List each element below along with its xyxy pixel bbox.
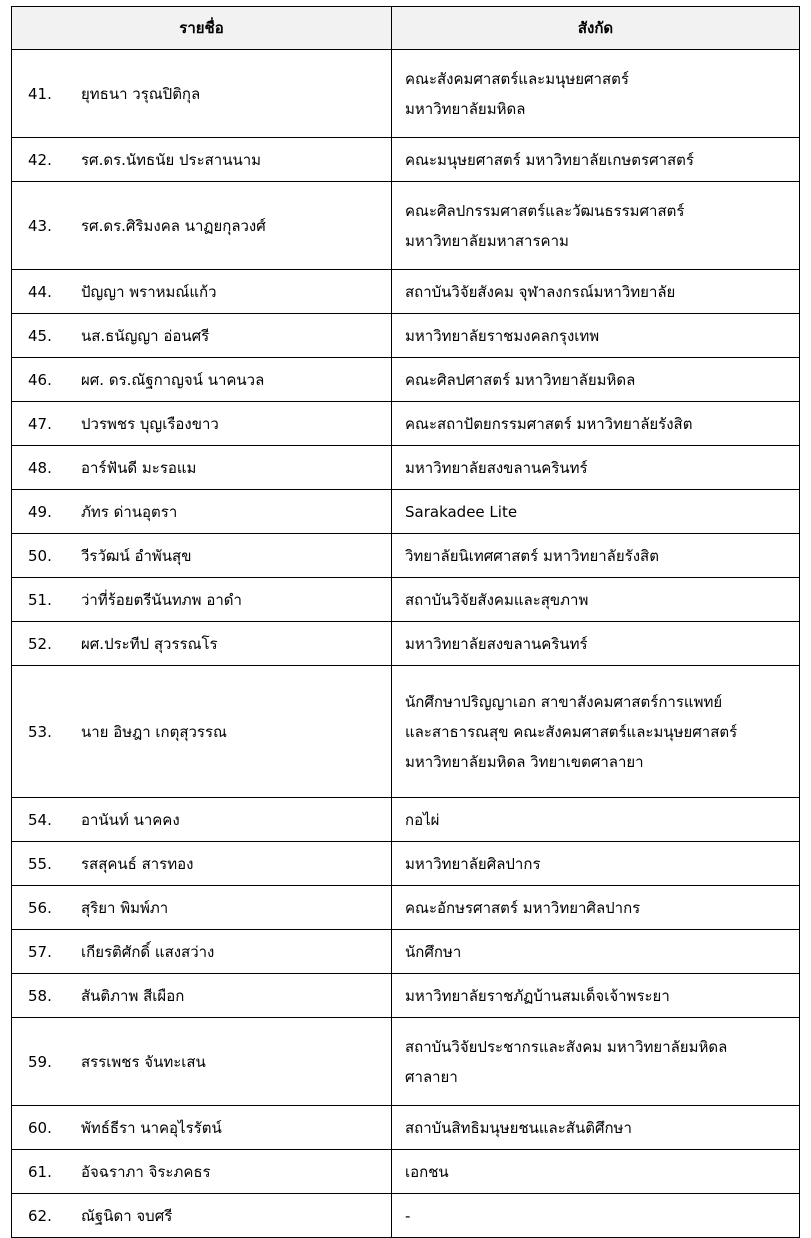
table-row	[12, 1018, 800, 1106]
name-cell	[12, 974, 392, 1018]
table-row	[12, 1194, 800, 1238]
table-row	[12, 666, 800, 798]
row-number: 41.	[28, 84, 52, 103]
row-number: 42.	[28, 150, 52, 169]
affiliation-line: คณะสถาปัตยกรรมศาสตร์ มหาวิทยาลัยรังสิต	[405, 414, 693, 433]
table-row	[12, 534, 800, 578]
header-affiliation: สังกัด	[392, 7, 800, 50]
table-row	[12, 402, 800, 446]
name-cell	[12, 270, 392, 314]
person-name: เกียรติศักดิ์ แสงสว่าง	[81, 942, 215, 961]
affiliation-line: มหาวิทยาลัยสงขลานครินทร์	[405, 458, 588, 477]
affiliation-line: นักศึกษา	[405, 942, 462, 961]
row-number: 59.	[28, 1052, 52, 1071]
person-name: อัจฉราภา จิระภคธร	[81, 1162, 211, 1181]
name-cell	[12, 402, 392, 446]
table-row	[12, 358, 800, 402]
row-number: 50.	[28, 546, 52, 565]
row-number: 56.	[28, 898, 52, 917]
table-row	[12, 578, 800, 622]
affiliation-cell	[392, 534, 800, 578]
document-page	[11, 6, 799, 1238]
table-row	[12, 930, 800, 974]
name-cell	[12, 314, 392, 358]
affiliation-cell	[392, 1106, 800, 1150]
person-name: รศ.ดร.ศิริมงคล นาฏยกุลวงศ์	[81, 216, 266, 235]
row-number: 60.	[28, 1118, 52, 1137]
person-name: อานันท์ นาคคง	[81, 810, 180, 829]
table-row	[12, 314, 800, 358]
table-row	[12, 138, 800, 182]
row-number: 55.	[28, 854, 52, 873]
affiliation-cell	[392, 490, 800, 534]
person-name: สันติภาพ สีเผือก	[81, 986, 185, 1005]
row-number: 62.	[28, 1206, 52, 1225]
name-cell	[12, 182, 392, 270]
affiliation-cell	[392, 622, 800, 666]
affiliation-cell	[392, 974, 800, 1018]
affiliation-cell	[392, 798, 800, 842]
row-number: 54.	[28, 810, 52, 829]
affiliation-line: กอไผ่	[405, 810, 440, 829]
name-cell	[12, 798, 392, 842]
affiliation-cell	[392, 358, 800, 402]
person-name: นส.ธนัญญา อ่อนศรี	[81, 326, 210, 345]
person-name: รสสุคนธ์ สารทอง	[81, 854, 194, 873]
row-number: 58.	[28, 986, 52, 1005]
affiliation-line: มหาวิทยาลัยมหิดล	[405, 99, 526, 118]
affiliation-cell	[392, 666, 800, 798]
person-name: สุริยา พิมพ์ภา	[81, 898, 169, 917]
row-number: 45.	[28, 326, 52, 345]
affiliation-line: มหาวิทยาลัยราชภัฏบ้านสมเด็จเจ้าพระยา	[405, 986, 670, 1005]
name-cell	[12, 490, 392, 534]
affiliation-line: มหาวิทยาลัยสงขลานครินทร์	[405, 634, 588, 653]
row-number: 47.	[28, 414, 52, 433]
row-number: 52.	[28, 634, 52, 653]
row-number: 49.	[28, 502, 52, 521]
affiliation-cell	[392, 270, 800, 314]
person-name: รศ.ดร.นัทธนัย ประสานนาม	[81, 150, 262, 169]
affiliation-line: และสาธารณสุข คณะสังคมศาสตร์และมนุษยศาสตร์	[405, 722, 738, 741]
affiliation-line: ศาลายา	[405, 1067, 458, 1086]
row-number: 43.	[28, 216, 52, 235]
person-name: ปัญญา พราหมณ์แก้ว	[81, 282, 217, 301]
table-row	[12, 842, 800, 886]
affiliation-line: มหาวิทยาลัยศิลปากร	[405, 854, 541, 873]
person-name: สรรเพชร จันทะเสน	[81, 1052, 206, 1071]
row-number: 53.	[28, 722, 52, 741]
name-cell	[12, 930, 392, 974]
table-row	[12, 974, 800, 1018]
name-cell	[12, 886, 392, 930]
person-name: พัทธ์ธีรา นาคอุไรรัตน์	[81, 1118, 222, 1137]
person-name: ยุทธนา วรุณปิติกุล	[81, 84, 201, 103]
row-number: 57.	[28, 942, 52, 961]
row-number: 61.	[28, 1162, 52, 1181]
affiliation-line: คณะศิลปศาสตร์ มหาวิทยาลัยมหิดล	[405, 370, 636, 389]
affiliation-line: มหาวิทยาลัยราชมงคลกรุงเทพ	[405, 326, 600, 345]
name-cell	[12, 1150, 392, 1194]
affiliation-line: คณะมนุษยศาสตร์ มหาวิทยาลัยเกษตรศาสตร์	[405, 150, 694, 169]
person-name: ผศ.ประทีป สุวรรณโร	[81, 634, 218, 653]
affiliation-cell	[392, 402, 800, 446]
person-name: ว่าที่ร้อยตรีนันทภพ อาดำ	[81, 590, 242, 609]
table-row	[12, 622, 800, 666]
affiliation-line: คณะสังคมศาสตร์และมนุษยศาสตร์	[405, 69, 629, 88]
table-row	[12, 798, 800, 842]
affiliation-cell	[392, 578, 800, 622]
affiliation-line: สถาบันวิจัยสังคมและสุขภาพ	[405, 590, 589, 609]
affiliation-line: มหาวิทยาลัยมหาสารคาม	[405, 231, 569, 250]
name-cell	[12, 50, 392, 138]
person-name: ณัฐนิดา จบศรี	[81, 1206, 173, 1225]
affiliation-line: -	[405, 1206, 411, 1225]
affiliation-line: Sarakadee Lite	[405, 502, 518, 521]
affiliation-cell	[392, 50, 800, 138]
table-row	[12, 270, 800, 314]
affiliation-line: มหาวิทยาลัยมหิดล วิทยาเขตศาลายา	[405, 752, 644, 771]
name-cell	[12, 358, 392, 402]
table-row	[12, 1150, 800, 1194]
name-cell	[12, 622, 392, 666]
affiliation-line: นักศึกษาปริญญาเอก สาขาสังคมศาสตร์การแพทย์	[405, 692, 723, 711]
person-name: อาร์ฟันดี มะรอแม	[81, 458, 197, 477]
name-cell	[12, 666, 392, 798]
affiliation-line: สถาบันสิทธิมนุษยชนและสันติศึกษา	[405, 1118, 632, 1137]
name-cell	[12, 138, 392, 182]
person-name: ปวรพชร บุญเรืองขาว	[81, 414, 219, 433]
table-body	[12, 50, 800, 1238]
name-cell	[12, 534, 392, 578]
affiliation-cell	[392, 1150, 800, 1194]
affiliation-cell	[392, 314, 800, 358]
table-row	[12, 490, 800, 534]
table-row	[12, 50, 800, 138]
affiliation-cell	[392, 182, 800, 270]
name-cell	[12, 1194, 392, 1238]
affiliation-line: วิทยาลัยนิเทศศาสตร์ มหาวิทยาลัยรังสิต	[405, 546, 659, 565]
affiliation-cell	[392, 886, 800, 930]
affiliation-cell	[392, 138, 800, 182]
affiliation-cell	[392, 842, 800, 886]
affiliation-cell	[392, 1018, 800, 1106]
row-number: 48.	[28, 458, 52, 477]
person-name: ภัทร ด่านอุตรา	[81, 502, 178, 521]
name-cell	[12, 446, 392, 490]
table-row	[12, 182, 800, 270]
table-row	[12, 1106, 800, 1150]
person-name: นาย อิษฎา เกตุสุวรรณ	[81, 722, 227, 741]
row-number: 51.	[28, 590, 52, 609]
signatory-table	[11, 6, 800, 1238]
header-name: รายชื่อ	[12, 7, 392, 50]
affiliation-cell	[392, 446, 800, 490]
name-cell	[12, 1018, 392, 1106]
header-row	[12, 7, 800, 50]
table-row	[12, 886, 800, 930]
affiliation-cell	[392, 1194, 800, 1238]
affiliation-line: สถาบันวิจัยประชากรและสังคม มหาวิทยาลัยมหิดล	[405, 1037, 728, 1056]
affiliation-line: เอกชน	[405, 1162, 449, 1181]
affiliation-line: คณะอักษรศาสตร์ มหาวิทยาศิลปากร	[405, 898, 641, 917]
row-number: 44.	[28, 282, 52, 301]
affiliation-cell	[392, 930, 800, 974]
affiliation-line: สถาบันวิจัยสังคม จุฬาลงกรณ์มหาวิทยาลัย	[405, 282, 676, 301]
row-number: 46.	[28, 370, 52, 389]
person-name: ผศ. ดร.ณัฐกาญจน์ นาคนวล	[81, 370, 265, 389]
name-cell	[12, 842, 392, 886]
person-name: วีรวัฒน์ อำพันสุข	[81, 546, 192, 565]
name-cell	[12, 1106, 392, 1150]
affiliation-line: คณะศิลปกรรมศาสตร์และวัฒนธรรมศาสตร์	[405, 201, 685, 220]
name-cell	[12, 578, 392, 622]
table-row	[12, 446, 800, 490]
